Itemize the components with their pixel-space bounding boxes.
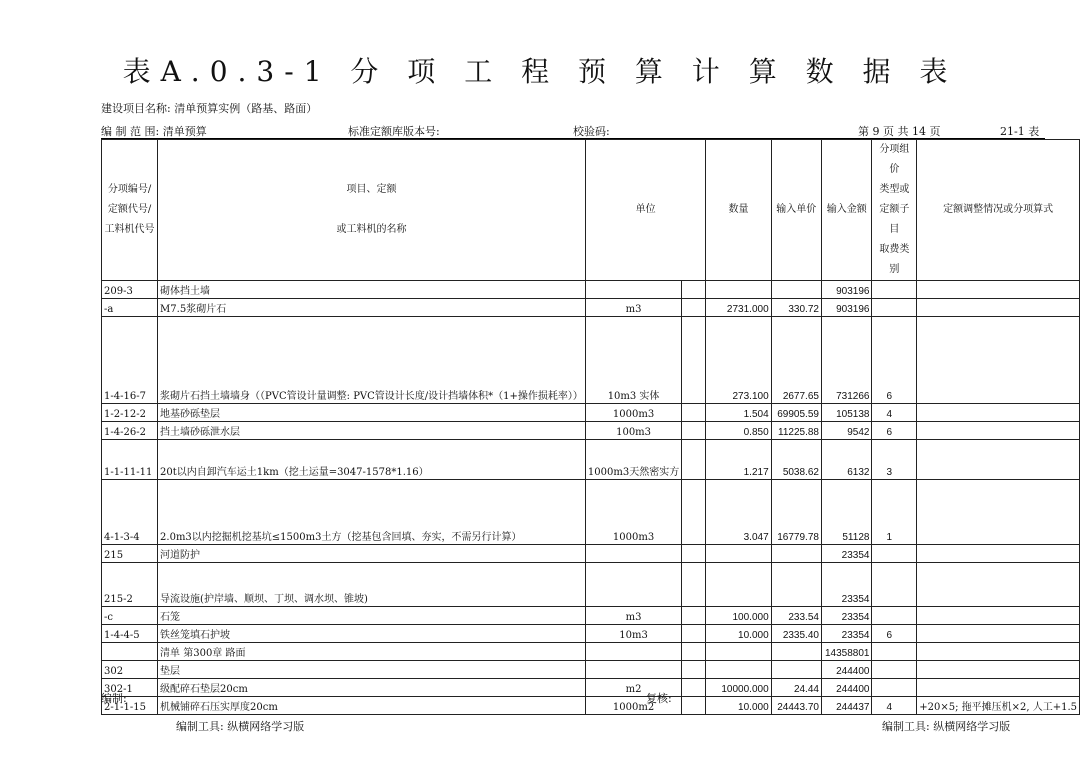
row-name: 河道防护 (158, 545, 586, 563)
col-name-header (158, 140, 586, 281)
tool-credit-right: 编制工具: 纵横网络学习版 (882, 720, 1011, 733)
row-unit (585, 545, 681, 563)
row-type (872, 661, 917, 679)
tool-credit-left: 编制工具: 纵横网络学习版 (176, 720, 305, 733)
table-row (102, 545, 1080, 563)
col-unit-header (585, 140, 706, 281)
row-amount: 23354 (821, 625, 871, 643)
row-type (872, 607, 917, 625)
row-amount: 731266 (821, 317, 871, 404)
row-amount: 51128 (821, 480, 871, 545)
row-amount: 6132 (821, 440, 871, 480)
row-code: 209-3 (102, 281, 158, 299)
row-type: 6 (872, 625, 917, 643)
row-price (771, 643, 821, 661)
col-adjust-header (917, 140, 1080, 281)
row-price: 2677.65 (771, 317, 821, 404)
row-unit-extra (682, 563, 706, 607)
compile-scope: 编 制 范 围: 清单预算 (101, 125, 207, 138)
reviewer-label: 复核: (646, 692, 672, 705)
row-name: 挡土墙砂砾泄水层 (158, 422, 586, 440)
row-qty: 100.000 (706, 607, 771, 625)
row-unit: m2 (585, 679, 681, 697)
row-adjust (917, 643, 1080, 661)
check-code: 校验码: (573, 125, 610, 138)
row-code: 1-4-16-7 (102, 317, 158, 404)
row-name: 20t以内自卸汽车运土1km（挖土运量=3047-1578*1.16） (158, 440, 586, 480)
row-amount: 244400 (821, 679, 871, 697)
row-adjust (917, 480, 1080, 545)
row-code: 215 (102, 545, 158, 563)
row-amount: 244400 (821, 661, 871, 679)
row-code: 1-4-4-5 (102, 625, 158, 643)
row-qty (706, 545, 771, 563)
row-adjust (917, 679, 1080, 697)
row-amount: 903196 (821, 299, 871, 317)
row-unit (585, 661, 681, 679)
row-unit-extra (682, 480, 706, 545)
row-adjust (917, 607, 1080, 625)
row-adjust (917, 299, 1080, 317)
page-indicator: 第 9 页 共 14 页 (858, 125, 941, 138)
table-row (102, 697, 1080, 715)
table-row (102, 679, 1080, 697)
row-qty: 10.000 (706, 697, 771, 715)
row-name: 清单 第300章 路面 (158, 643, 586, 661)
row-type (872, 563, 917, 607)
row-price: 24.44 (771, 679, 821, 697)
row-price: 330.72 (771, 299, 821, 317)
row-unit: 1000m3 (585, 404, 681, 422)
row-name: 级配碎石垫层20cm (158, 679, 586, 697)
row-price: 24443.70 (771, 697, 821, 715)
row-type (872, 545, 917, 563)
page-title: 表A.0.3-1 分 项 工 程 预 算 计 算 数 据 表 (122, 55, 958, 88)
row-unit-extra (682, 404, 706, 422)
row-type (872, 679, 917, 697)
row-adjust (917, 422, 1080, 440)
row-unit-extra (682, 625, 706, 643)
row-price: 233.54 (771, 607, 821, 625)
row-qty: 0.850 (706, 422, 771, 440)
row-unit-extra (682, 643, 706, 661)
row-amount: 23354 (821, 545, 871, 563)
row-type: 3 (872, 440, 917, 480)
row-price: 11225.88 (771, 422, 821, 440)
row-code: 4-1-3-4 (102, 480, 158, 545)
table-row (102, 422, 1080, 440)
row-adjust (917, 625, 1080, 643)
row-unit: 1000m2 (585, 697, 681, 715)
row-qty (706, 281, 771, 299)
row-unit (585, 643, 681, 661)
row-code: 1-2-12-2 (102, 404, 158, 422)
row-qty: 273.100 (706, 317, 771, 404)
row-adjust (917, 661, 1080, 679)
col-price-label: 输入单价 (776, 204, 817, 215)
row-code (102, 643, 158, 661)
row-unit: 100m3 (585, 422, 681, 440)
row-adjust (917, 563, 1080, 607)
row-unit: 1000m3天然密实方 (585, 440, 681, 480)
col-code-label: 分项编号/ 定额代号/ 工料机代号 (104, 184, 155, 235)
row-price (771, 545, 821, 563)
row-adjust (917, 545, 1080, 563)
row-qty: 10000.000 (706, 679, 771, 697)
col-unit-label: 单位 (635, 204, 656, 215)
row-adjust (917, 440, 1080, 480)
row-type: 6 (872, 422, 917, 440)
row-code: 302 (102, 661, 158, 679)
row-qty (706, 661, 771, 679)
row-type: 1 (872, 480, 917, 545)
row-amount: 244437 (821, 697, 871, 715)
row-unit: 10m3 实体 (585, 317, 681, 404)
table-number: 21-1 表 (1000, 125, 1040, 138)
row-name: M7.5浆砌片石 (158, 299, 586, 317)
row-unit-extra (682, 661, 706, 679)
row-qty (706, 563, 771, 607)
row-type (872, 643, 917, 661)
row-amount: 14358801 (821, 643, 871, 661)
table-row (102, 563, 1080, 607)
row-type: 6 (872, 317, 917, 404)
row-adjust: +20×5; 拖平摊压机×2, 人工+1.5 (917, 697, 1080, 715)
row-qty: 1.504 (706, 404, 771, 422)
row-amount: 23354 (821, 607, 871, 625)
row-price: 2335.40 (771, 625, 821, 643)
col-type-header (872, 140, 917, 281)
quota-version: 标准定额库版本号: (348, 125, 440, 138)
row-qty: 3.047 (706, 480, 771, 545)
table-row (102, 480, 1080, 545)
row-code: 1-4-26-2 (102, 422, 158, 440)
row-unit: m3 (585, 299, 681, 317)
row-name: 2.0m3以内挖掘机挖基坑≤1500m3土方（挖基包含回填、夯实，不需另行计算） (158, 480, 586, 545)
row-unit (585, 563, 681, 607)
row-amount: 23354 (821, 563, 871, 607)
row-amount: 105138 (821, 404, 871, 422)
budget-table (101, 139, 1080, 715)
compiler-label: 编制: (101, 692, 127, 705)
row-name: 浆砌片石挡土墙墙身（（PVC管设计量调整: PVC管设计长度/设计挡墙体积*（1+操作损耗率）） (158, 317, 586, 404)
row-adjust (917, 281, 1080, 299)
row-unit-extra (682, 440, 706, 480)
col-price-header (771, 140, 821, 281)
table-row (102, 440, 1080, 480)
row-type: 4 (872, 697, 917, 715)
row-qty: 10.000 (706, 625, 771, 643)
table-row (102, 625, 1080, 643)
row-type (872, 299, 917, 317)
row-unit: m3 (585, 607, 681, 625)
table-row (102, 317, 1080, 404)
row-type: 4 (872, 404, 917, 422)
row-amount: 903196 (821, 281, 871, 299)
row-code: -a (102, 299, 158, 317)
row-qty (706, 643, 771, 661)
row-amount: 9542 (821, 422, 871, 440)
col-adjust-label: 定额调整情况或分项算式 (943, 204, 1054, 215)
row-unit-extra (682, 545, 706, 563)
row-unit: 10m3 (585, 625, 681, 643)
col-type-label: 分项组价 类型或 定额子目 取费类别 (879, 144, 910, 275)
row-type (872, 281, 917, 299)
col-amount-label: 输入金额 (826, 204, 867, 215)
row-unit-extra (682, 299, 706, 317)
row-price: 16779.78 (771, 480, 821, 545)
col-amount-header (821, 140, 871, 281)
row-adjust (917, 317, 1080, 404)
row-name: 砌体挡土墙 (158, 281, 586, 299)
row-code: 302-1 (102, 679, 158, 697)
row-name: 机械铺碎石压实厚度20cm (158, 697, 586, 715)
table-row (102, 643, 1080, 661)
row-unit-extra (682, 422, 706, 440)
row-price: 69905.59 (771, 404, 821, 422)
row-code: 2-1-1-15 (102, 697, 158, 715)
row-name: 石笼 (158, 607, 586, 625)
row-unit-extra (682, 697, 706, 715)
table-row (102, 607, 1080, 625)
row-code: -c (102, 607, 158, 625)
row-price: 5038.62 (771, 440, 821, 480)
table-row (102, 404, 1080, 422)
table-header-row (102, 140, 1080, 281)
row-adjust (917, 404, 1080, 422)
col-qty-label: 数量 (728, 204, 749, 215)
row-unit-extra (682, 607, 706, 625)
row-price (771, 563, 821, 607)
row-price (771, 281, 821, 299)
row-qty: 1.217 (706, 440, 771, 480)
col-name-label: 项目、定额 或工料机的名称 (336, 184, 407, 235)
row-unit-extra (682, 679, 706, 697)
row-qty: 2731.000 (706, 299, 771, 317)
row-unit-extra (682, 281, 706, 299)
row-unit-extra (682, 317, 706, 404)
table-row (102, 281, 1080, 299)
row-code: 1-1-11-11 (102, 440, 158, 480)
row-name: 垫层 (158, 661, 586, 679)
row-price (771, 661, 821, 679)
row-name: 铁丝笼填石护坡 (158, 625, 586, 643)
col-qty-header (706, 140, 771, 281)
row-name: 导流设施(护岸墙、顺坝、丁坝、调水坝、锥坡) (158, 563, 586, 607)
row-unit: 1000m3 (585, 480, 681, 545)
table-row (102, 299, 1080, 317)
row-unit (585, 281, 681, 299)
table-row (102, 661, 1080, 679)
row-name: 地基砂砾垫层 (158, 404, 586, 422)
col-code-header (102, 140, 158, 281)
project-name: 建设项目名称: 清单预算实例（路基、路面） (101, 102, 318, 115)
row-code: 215-2 (102, 563, 158, 607)
